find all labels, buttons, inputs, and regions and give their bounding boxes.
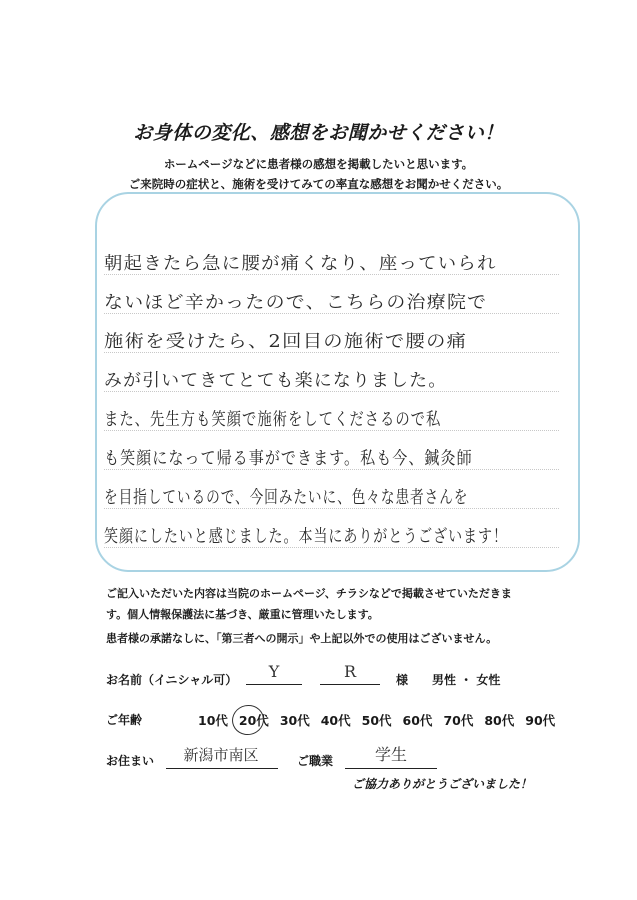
age-option[interactable]: 40代 (320, 713, 351, 728)
form-subtitle: ホームページなどに患者様の感想を掲載したいと思います。 (163, 157, 474, 171)
handwritten-comment-line: 施術を受けたら、2回目の施術で腰の痛 (104, 332, 468, 352)
privacy-note: す。個人情報保護法に基づき、厳重に管理いたします。 (106, 608, 379, 621)
occupation-value[interactable]: 学生 (374, 745, 407, 764)
handwritten-comment-line: 朝起きたら急に腰が痛くなり、座っていられ (104, 254, 497, 274)
age-option[interactable]: 30代 (279, 713, 310, 728)
occupation-underline (345, 768, 437, 769)
age-option[interactable]: 70代 (443, 713, 474, 728)
handwritten-comment-line: ないほど辛かったので、こちらの治療院で (104, 293, 488, 313)
address-label: お住まい (106, 754, 155, 768)
age-label: ご年齢 (106, 713, 143, 727)
name-initial-first[interactable]: Y (268, 662, 280, 681)
age-option[interactable]: 50代 (361, 713, 392, 728)
handwritten-comment-line: みが引いてきてとても楽になりました。 (104, 371, 448, 391)
age-option[interactable]: 10代 (198, 713, 228, 728)
thanks-message: ご協力ありがとうございました！ (352, 777, 533, 791)
address-value[interactable]: 新潟市南区 (183, 746, 259, 764)
address-underline (166, 768, 278, 769)
handwritten-comment-line: を目指しているので、今回みたいに、色々な患者さんを (104, 488, 469, 508)
age-selection-circle (229, 702, 267, 738)
occupation-label: ご職業 (297, 754, 334, 768)
age-option[interactable]: 60代 (402, 713, 433, 728)
privacy-note: 患者様の承諾なしに、「第三者への開示」や上記以外での使用はございません。 (106, 632, 498, 645)
name-label: お名前（イニシャル可） (106, 673, 238, 687)
gender-options[interactable]: 男性 ・ 女性 (432, 673, 501, 687)
name-initial-last[interactable]: R (343, 662, 357, 681)
name-underline (320, 684, 380, 685)
sama-label: 様 (396, 673, 409, 687)
handwritten-comment-line: 笑顔にしたいと感じました。本当にありがとうございます！ (104, 527, 508, 547)
age-option[interactable]: 90代 (525, 713, 556, 728)
form-instructions: ご来院時の症状と、施術を受けてみての率直な感想をお聞かせください。 (128, 177, 509, 191)
privacy-note: ご記入いただいた内容は当院のホームページ、チラシなどで掲載させていただきま (106, 587, 512, 600)
handwritten-comment-line: も笑顔になって帰る事ができます。私も今、鍼灸師 (104, 449, 473, 469)
form-title: お身体の変化、感想をお聞かせください！ (133, 122, 504, 144)
age-option[interactable]: 80代 (484, 713, 515, 728)
handwritten-comment-line: また、先生方も笑顔で施術をしてくださるので私 (104, 410, 442, 430)
age-option-selected[interactable]: 20代 (238, 713, 269, 728)
name-underline (246, 684, 302, 685)
